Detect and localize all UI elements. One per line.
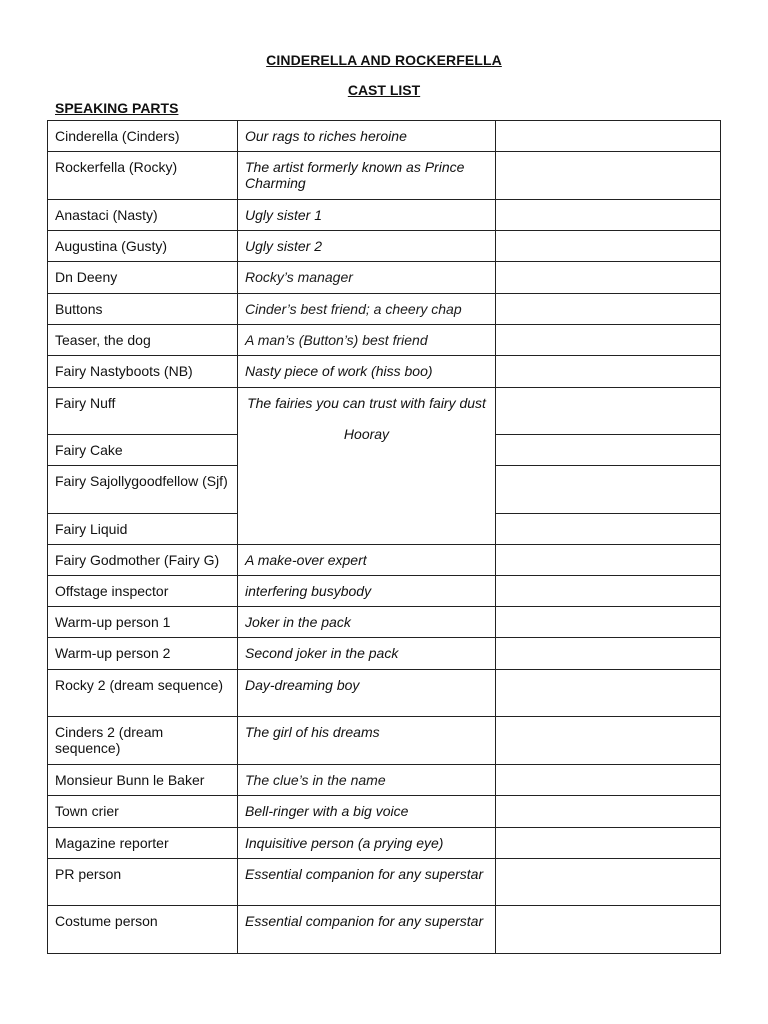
role-cell: Fairy Cake <box>48 435 238 466</box>
role-cell: Cinders 2 (dream sequence) <box>48 717 238 765</box>
role-cell: Fairy Sajollygoodfellow (Sjf) <box>48 466 238 514</box>
blank-cell <box>496 356 721 388</box>
blank-cell <box>496 796 721 828</box>
role-cell: Anastaci (Nasty) <box>48 200 238 231</box>
table-row <box>48 388 721 435</box>
blank-cell <box>496 670 721 717</box>
role-cell: Fairy Liquid <box>48 514 238 545</box>
table-row <box>48 765 721 796</box>
fairies-description-cell <box>238 388 496 545</box>
section-heading: SPEAKING PARTS <box>55 100 179 116</box>
description-cell: Essential companion for any superstar <box>238 859 496 906</box>
table-row <box>48 607 721 638</box>
description-cell: A man’s (Button’s) best friend <box>238 325 496 356</box>
role-cell: Rocky 2 (dream sequence) <box>48 670 238 717</box>
role-cell: PR person <box>48 859 238 906</box>
blank-cell <box>496 717 721 765</box>
role-cell: Fairy Nastyboots (NB) <box>48 356 238 388</box>
table-row <box>48 152 721 200</box>
role-cell: Teaser, the dog <box>48 325 238 356</box>
table-row <box>48 231 721 262</box>
blank-cell <box>496 859 721 906</box>
table-row <box>48 796 721 828</box>
blank-cell <box>496 200 721 231</box>
fairies-description-line2: Hooray <box>343 426 390 442</box>
description-cell: Nasty piece of work (hiss boo) <box>238 356 496 388</box>
blank-cell <box>496 607 721 638</box>
table-row <box>48 576 721 607</box>
description-cell: Bell-ringer with a big voice <box>238 796 496 828</box>
table-row <box>48 670 721 717</box>
document-subtitle: CAST LIST <box>347 82 421 98</box>
role-cell: Cinderella (Cinders) <box>48 121 238 152</box>
blank-cell <box>496 638 721 670</box>
blank-cell <box>496 545 721 576</box>
description-cell: Joker in the pack <box>238 607 496 638</box>
blank-cell <box>496 514 721 545</box>
table-row <box>48 859 721 906</box>
blank-cell <box>496 388 721 435</box>
blank-cell <box>496 152 721 200</box>
description-cell: Day-dreaming boy <box>238 670 496 717</box>
role-cell: Magazine reporter <box>48 828 238 859</box>
blank-cell <box>496 121 721 152</box>
description-cell: The girl of his dreams <box>238 717 496 765</box>
blank-cell <box>496 435 721 466</box>
blank-cell <box>496 231 721 262</box>
description-cell: The clue’s in the name <box>238 765 496 796</box>
description-cell: Our rags to riches heroine <box>238 121 496 152</box>
role-cell: Fairy Godmother (Fairy G) <box>48 545 238 576</box>
blank-cell <box>496 466 721 514</box>
blank-cell <box>496 294 721 325</box>
role-cell: Buttons <box>48 294 238 325</box>
description-cell: interfering busybody <box>238 576 496 607</box>
blank-cell <box>496 262 721 294</box>
table-row <box>48 717 721 765</box>
description-cell: Second joker in the pack <box>238 638 496 670</box>
table-row <box>48 262 721 294</box>
role-cell: Town crier <box>48 796 238 828</box>
description-cell: Ugly sister 1 <box>238 200 496 231</box>
table-row <box>48 638 721 670</box>
description-cell: Cinder’s best friend; a cheery chap <box>238 294 496 325</box>
table-row <box>48 356 721 388</box>
role-cell: Warm-up person 1 <box>48 607 238 638</box>
table-row <box>48 906 721 954</box>
blank-cell <box>496 906 721 954</box>
table-row <box>48 294 721 325</box>
role-cell: Offstage inspector <box>48 576 238 607</box>
document-title: CINDERELLA AND ROCKERFELLA <box>266 52 502 68</box>
blank-cell <box>496 576 721 607</box>
description-cell: Inquisitive person (a prying eye) <box>238 828 496 859</box>
description-cell: Essential companion for any superstar <box>238 906 496 954</box>
role-cell: Rockerfella (Rocky) <box>48 152 238 200</box>
description-cell: The artist formerly known as Prince Charming <box>238 152 496 200</box>
role-cell: Monsieur Bunn le Baker <box>48 765 238 796</box>
fairies-description-line1: The fairies you can trust with fairy dust <box>247 395 486 411</box>
description-cell: Rocky’s manager <box>238 262 496 294</box>
table-row <box>48 325 721 356</box>
description-cell: A make-over expert <box>238 545 496 576</box>
role-cell: Warm-up person 2 <box>48 638 238 670</box>
role-cell: Fairy Nuff <box>48 388 238 435</box>
table-row <box>48 545 721 576</box>
table-row <box>48 828 721 859</box>
blank-cell <box>496 325 721 356</box>
table-row <box>48 200 721 231</box>
cast-table <box>47 120 721 954</box>
blank-cell <box>496 828 721 859</box>
blank-cell <box>496 765 721 796</box>
role-cell: Dn Deeny <box>48 262 238 294</box>
role-cell: Augustina (Gusty) <box>48 231 238 262</box>
table-row <box>48 121 721 152</box>
description-cell: Ugly sister 2 <box>238 231 496 262</box>
role-cell: Costume person <box>48 906 238 954</box>
